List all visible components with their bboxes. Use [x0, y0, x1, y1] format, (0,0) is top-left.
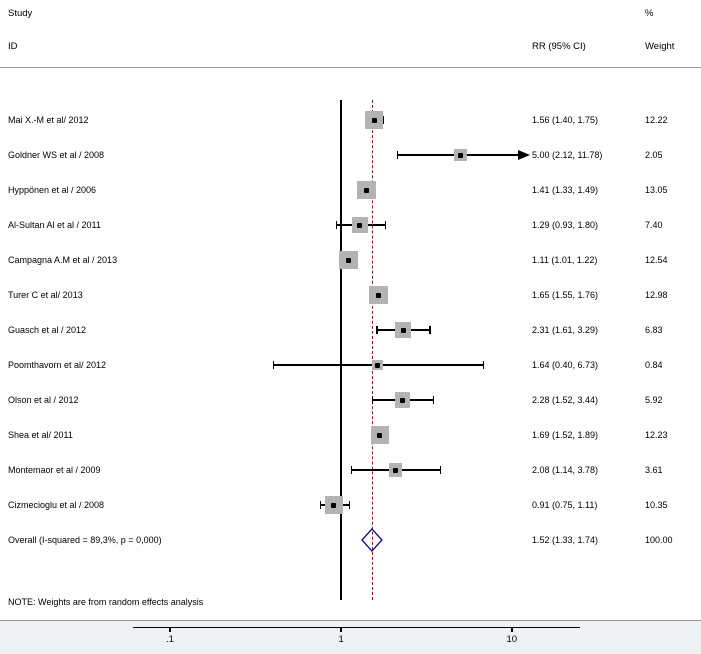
- study-weight: 13.05: [645, 185, 668, 195]
- ci-cap-right: [429, 326, 430, 334]
- study-weight: 7.40: [645, 220, 663, 230]
- study-label: Olson et al / 2012: [8, 395, 79, 405]
- effect-estimate: 0.91 (0.75, 1.11): [532, 500, 598, 510]
- ci-cap-left: [351, 466, 352, 474]
- study-label: Cizmecioglu et al / 2008: [8, 500, 105, 510]
- ci-cap-left: [372, 396, 373, 404]
- point-estimate-marker: [393, 468, 398, 473]
- column-header-id: ID: [8, 41, 18, 52]
- effect-estimate: 1.41 (1.33, 1.49): [532, 185, 599, 195]
- effect-estimate: 1.56 (1.40, 1.75): [532, 115, 599, 125]
- overall-label: Overall (I-squared = 89,3%, p = 0,000): [8, 535, 162, 545]
- point-estimate-marker: [364, 188, 369, 193]
- point-estimate-marker: [401, 328, 406, 333]
- effect-estimate: 2.31 (1.61, 3.29): [532, 325, 599, 335]
- study-label: Guasch et al / 2012: [8, 325, 87, 335]
- ci-cap-left: [320, 501, 321, 509]
- point-estimate-marker: [357, 223, 362, 228]
- effect-estimate: 1.69 (1.52, 1.89): [532, 430, 599, 440]
- overall-effect-estimate: 1.52 (1.33, 1.74): [532, 535, 599, 545]
- x-axis-tick-label: 10: [506, 634, 518, 645]
- overall-diamond: [361, 528, 383, 552]
- ci-arrow-icon: [518, 149, 532, 161]
- study-weight: 3.61: [645, 465, 663, 475]
- pooled-effect-line: [372, 100, 373, 600]
- x-axis-line: [133, 627, 580, 628]
- analysis-note: NOTE: Weights are from random effects analysis: [8, 597, 204, 607]
- ci-cap-right: [483, 361, 484, 369]
- effect-estimate: 1.29 (0.93, 1.80): [532, 220, 599, 230]
- study-label: Poomthavorn et al/ 2012: [8, 360, 107, 370]
- ci-cap-left: [273, 361, 274, 369]
- study-label: Hyppönen et al / 2006: [8, 185, 97, 195]
- point-estimate-marker: [458, 153, 463, 158]
- point-estimate-marker: [375, 363, 380, 368]
- study-label: Campagna A.M et al / 2013: [8, 255, 118, 265]
- x-axis-tick: [169, 627, 170, 632]
- study-weight: 12.23: [645, 430, 668, 440]
- point-estimate-marker: [372, 118, 377, 123]
- effect-estimate: 1.11 (1.01, 1.22): [532, 255, 598, 265]
- footer-band: [0, 621, 701, 654]
- header-divider: [0, 67, 701, 68]
- effect-estimate: 1.65 (1.55, 1.76): [532, 290, 599, 300]
- ci-cap-right: [440, 466, 441, 474]
- x-axis-tick-label: 1: [338, 634, 344, 645]
- effect-estimate: 1.64 (0.40, 6.73): [532, 360, 599, 370]
- study-weight: 10.35: [645, 500, 668, 510]
- x-axis-tick: [511, 627, 512, 632]
- point-estimate-marker: [376, 293, 381, 298]
- study-label: Montemaor et al / 2009: [8, 465, 101, 475]
- study-weight: 5.92: [645, 395, 663, 405]
- study-weight: 0.84: [645, 360, 663, 370]
- ci-cap-left: [397, 151, 398, 159]
- overall-weight: 100.00: [645, 535, 673, 545]
- point-estimate-marker: [377, 433, 382, 438]
- ci-cap-right: [349, 501, 350, 509]
- study-label: Mai X.-M et al/ 2012: [8, 115, 89, 125]
- study-label: Al-Sultan Al et al / 2011: [8, 220, 101, 230]
- ci-cap-left: [336, 221, 337, 229]
- x-axis-tick-label: .1: [166, 634, 174, 645]
- study-label: Shea et al/ 2011: [8, 430, 73, 440]
- study-weight: 12.98: [645, 290, 668, 300]
- ci-cap-right: [433, 396, 434, 404]
- ci-cap-left: [376, 326, 377, 334]
- column-header-weight: Weight: [645, 41, 675, 52]
- null-effect-line: [340, 100, 341, 600]
- column-header-study: Study: [8, 8, 33, 19]
- study-label: Turer C et al/ 2013: [8, 290, 83, 300]
- point-estimate-marker: [400, 398, 405, 403]
- effect-estimate: 2.28 (1.52, 3.44): [532, 395, 599, 405]
- effect-estimate: 5.00 (2.12, 11.78): [532, 150, 603, 160]
- column-header-percent: %: [645, 8, 654, 19]
- study-weight: 12.22: [645, 115, 668, 125]
- study-label: Goldner WS et al / 2008: [8, 150, 105, 160]
- effect-estimate: 2.08 (1.14, 3.78): [532, 465, 599, 475]
- point-estimate-marker: [331, 503, 336, 508]
- ci-cap-right: [385, 221, 386, 229]
- study-weight: 12.54: [645, 255, 668, 265]
- study-weight: 2.05: [645, 150, 663, 160]
- x-axis-tick: [340, 627, 341, 632]
- column-header-effect: RR (95% CI): [532, 41, 586, 52]
- point-estimate-marker: [346, 258, 351, 263]
- study-weight: 6.83: [645, 325, 663, 335]
